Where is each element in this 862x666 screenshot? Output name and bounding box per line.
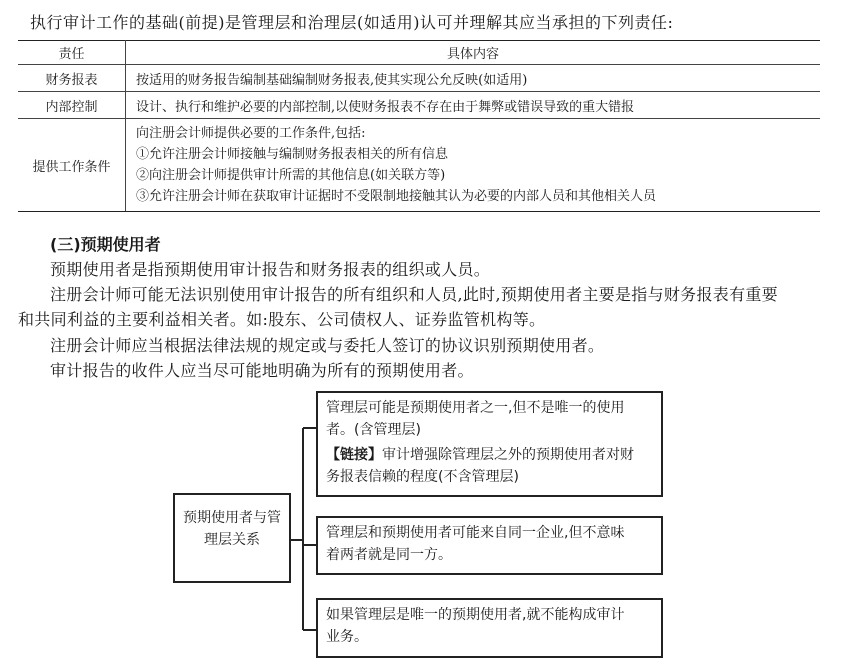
- box2-line2: 着两者就是同一方。: [326, 547, 452, 563]
- box1-link-row: [326, 444, 653, 466]
- header-content: 具体内容: [126, 41, 821, 65]
- paragraph-1: 预期使用者是指预期使用审计报告和财务报表的组织或人员。: [50, 260, 491, 279]
- condition-item-1: ①允许注册会计师接触与编制财务报表相关的所有信息: [136, 147, 449, 162]
- diagram-box-3: [316, 598, 663, 658]
- paragraph-2-line-2: 和共同利益的主要利益相关者。如:股东、公司债权人、证券监管机构等。: [18, 310, 546, 329]
- link-label: 【链接】: [326, 447, 382, 463]
- row-label: 财务报表: [18, 65, 126, 92]
- paragraph-2-line-1: 注册会计师可能无法识别使用审计报告的所有组织和人员,此时,预期使用者主要是指与财务报表有重要: [50, 285, 778, 304]
- row-content: 按适用的财务报告编制基础编制财务报表,使其实现公允反映(如适用): [126, 65, 821, 92]
- condition-item-3: ③允许注册会计师在获取审计证据时不受限制地接触其认为必要的内部人员和其他相关人员: [136, 189, 657, 204]
- diagram-root-box: 预期使用者与管理层关系: [173, 493, 291, 583]
- box3-line2: 业务。: [326, 629, 368, 645]
- box1-line3: 审计增强除管理层之外的预期使用者对财: [382, 447, 634, 463]
- paragraph-4: 审计报告的收件人应当尽可能地明确为所有的预期使用者。: [50, 361, 474, 380]
- intro-text: 执行审计工作的基础(前提)是管理层和治理层(如适用)认可并理解其应当承担的下列责任:: [30, 13, 674, 32]
- section-heading: (三)预期使用者: [50, 235, 161, 254]
- condition-intro: 向注册会计师提供必要的工作条件,包括:: [136, 126, 366, 141]
- box3-line1: 如果管理层是唯一的预期使用者,就不能构成审计: [326, 607, 625, 623]
- row-content: 设计、执行和维护必要的内部控制,以使财务报表不存在由于舞弊或错误导致的重大错报: [126, 92, 821, 119]
- box1-line1: 管理层可能是预期使用者之一,但不是唯一的使用: [326, 400, 625, 416]
- header-responsibility: 责任: [18, 41, 126, 65]
- condition-item-2: ②向注册会计师提供审计所需的其他信息(如关联方等): [136, 168, 446, 183]
- diagram-box-1: [316, 391, 663, 497]
- diagram-box-2: [316, 516, 663, 575]
- row-label: 提供工作条件: [18, 119, 126, 212]
- box1-line2: 者。(含管理层): [326, 422, 421, 438]
- box1-line4: 务报表信赖的程度(不含管理层): [326, 469, 519, 485]
- row-label: 内部控制: [18, 92, 126, 119]
- box2-line1: 管理层和预期使用者可能来自同一企业,但不意味: [326, 525, 625, 541]
- paragraph-3: 注册会计师应当根据法律法规的规定或与委托人签订的协议识别预期使用者。: [50, 336, 605, 355]
